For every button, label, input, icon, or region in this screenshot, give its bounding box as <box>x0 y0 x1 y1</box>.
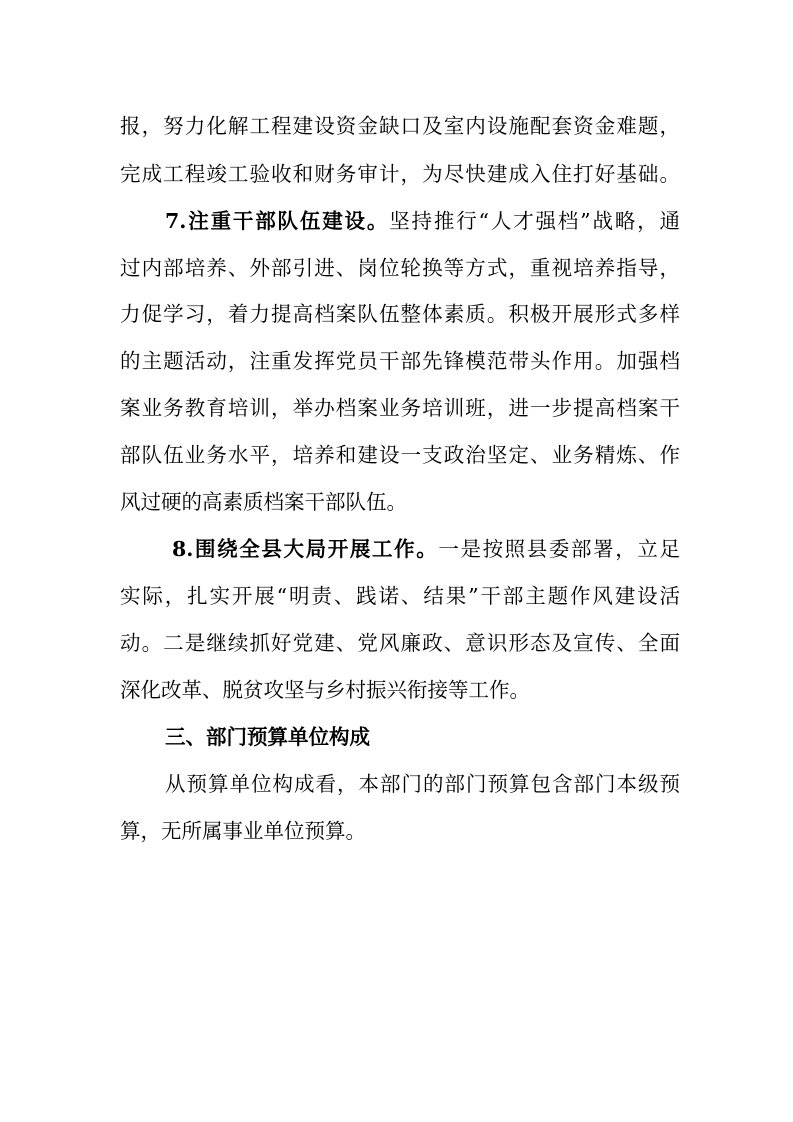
body-line: 算，无所属事业单位预算。 <box>120 819 366 843</box>
body-line: 实际，扎实开展“明责、践诺、结果”干部主题作风建设活 <box>120 584 680 608</box>
heading-section-3: 三、部门预算单位构成 <box>165 725 370 749</box>
body-line: 风过硬的高素质档案干部队伍。 <box>120 490 407 514</box>
section-8-title: 8.围绕全县大局开展工作。 <box>172 537 439 561</box>
body-line: 部队伍业务水平，培养和建设一支政治坚定、业务精炼、作 <box>120 443 680 467</box>
body-line: 完成工程竣工验收和财务审计，为尽快建成入住打好基础。 <box>120 162 680 186</box>
section-8-first-line <box>172 535 680 563</box>
section-7-first-text: 坚持推行“人才强档”战略，通 <box>389 209 680 233</box>
section-7-first-line <box>165 207 680 235</box>
body-line: 案业务教育培训，举办档案业务培训班，进一步提高档案干 <box>120 396 680 420</box>
body-line: 从预算单位构成看，本部门的部门预算包含部门本级预 <box>165 772 680 796</box>
body-line: 的主题活动，注重发挥党员干部先锋模范带头作用。加强档 <box>120 349 680 373</box>
body-line: 报，努力化解工程建设资金缺口及室内设施配套资金难题， <box>120 114 680 138</box>
section-8-first-text: 一是按照县委部署，立足 <box>438 537 681 561</box>
body-line: 动。二是继续抓好党建、党风廉政、意识形态及宣传、全面 <box>120 631 680 655</box>
body-line: 过内部培养、外部引进、岗位轮换等方式，重视培养指导， <box>120 256 680 280</box>
section-7-title: 7.注重干部队伍建设。 <box>165 209 390 233</box>
body-line: 力促学习，着力提高档案队伍整体素质。积极开展形式多样 <box>120 302 680 326</box>
body-line: 深化改革、脱贫攻坚与乡村振兴衔接等工作。 <box>120 678 530 702</box>
